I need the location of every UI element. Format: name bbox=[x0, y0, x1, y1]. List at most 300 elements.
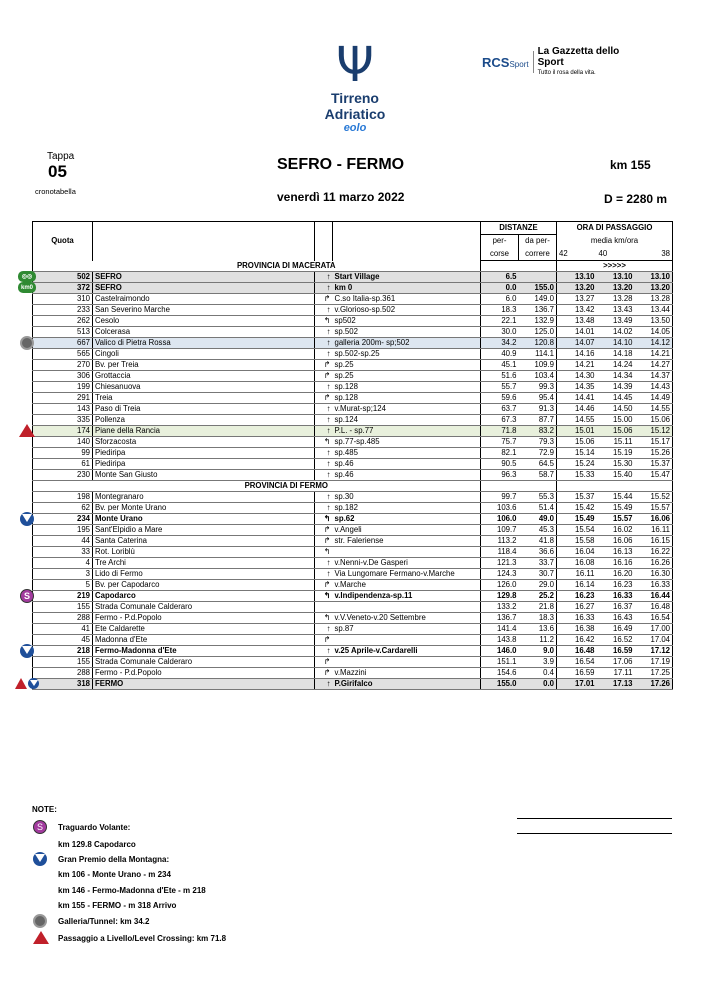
time-40-cell: 15.30 bbox=[597, 459, 635, 470]
time-40-cell: 16.20 bbox=[597, 569, 635, 580]
time-40-cell: 13.28 bbox=[597, 294, 635, 305]
km-remaining-cell: 33.7 bbox=[519, 558, 557, 569]
road-cell: Start Village bbox=[333, 272, 481, 283]
time-38-cell: 17.00 bbox=[635, 624, 673, 635]
km-done-cell: 106.0 bbox=[481, 514, 519, 525]
level-crossing-icon bbox=[18, 425, 36, 437]
km-remaining-cell: 120.8 bbox=[519, 338, 557, 349]
km-remaining-cell: 58.7 bbox=[519, 470, 557, 481]
km-remaining-cell: 36.6 bbox=[519, 547, 557, 558]
header-speed-40: 40 bbox=[597, 248, 635, 261]
direction-cell: ↑ bbox=[315, 459, 333, 470]
km-remaining-cell: 21.8 bbox=[519, 602, 557, 613]
time-42-cell: 16.42 bbox=[557, 635, 597, 646]
quota-cell: 667 bbox=[33, 338, 93, 349]
quota-cell: 310 bbox=[33, 294, 93, 305]
time-40-cell: 17.13 bbox=[597, 679, 635, 690]
location-cell: Lido di Fermo bbox=[93, 569, 315, 580]
time-42-cell: 16.27 bbox=[557, 602, 597, 613]
route-row bbox=[33, 602, 673, 613]
header-speed-38: 38 bbox=[635, 248, 673, 261]
km-done-cell: 121.3 bbox=[481, 558, 519, 569]
time-42-cell: 15.58 bbox=[557, 536, 597, 547]
time-40-cell: 15.57 bbox=[597, 514, 635, 525]
route-row bbox=[33, 294, 673, 305]
km-remaining-cell: 0.0 bbox=[519, 679, 557, 690]
road-cell: sp.124 bbox=[333, 415, 481, 426]
road-cell: P.L. - sp.77 bbox=[333, 426, 481, 437]
road-cell bbox=[333, 657, 481, 668]
location-cell: Bv. per Capodarco bbox=[93, 580, 315, 591]
km-remaining-cell: 41.8 bbox=[519, 536, 557, 547]
km-remaining-cell: 91.3 bbox=[519, 404, 557, 415]
header-distanze: DISTANZE bbox=[481, 222, 557, 235]
km-remaining-cell: 0.4 bbox=[519, 668, 557, 679]
sprint-icon: S bbox=[33, 820, 47, 834]
time-40-cell: 16.37 bbox=[597, 602, 635, 613]
time-42-cell: 16.38 bbox=[557, 624, 597, 635]
time-42-cell: 15.14 bbox=[557, 448, 597, 459]
location-cell: Valico di Pietra Rossa bbox=[93, 338, 315, 349]
route-row bbox=[33, 349, 673, 360]
route-row bbox=[33, 503, 673, 514]
route-row bbox=[33, 569, 673, 580]
location-cell: San Severino Marche bbox=[93, 305, 315, 316]
route-row bbox=[33, 272, 673, 283]
time-38-cell: 14.55 bbox=[635, 404, 673, 415]
finish-icon bbox=[18, 678, 36, 690]
road-cell: v.Indipendenza-sp.11 bbox=[333, 591, 481, 602]
direction-cell: ↑ bbox=[315, 272, 333, 283]
location-cell: Pollenza bbox=[93, 415, 315, 426]
time-40-cell: 15.06 bbox=[597, 426, 635, 437]
location-cell: Montegranaro bbox=[93, 492, 315, 503]
quota-cell: 155 bbox=[33, 657, 93, 668]
direction-cell: ↑ bbox=[315, 558, 333, 569]
km-done-cell: 40.9 bbox=[481, 349, 519, 360]
arrows-marker: >>>>> bbox=[557, 261, 673, 272]
time-40-cell: 14.18 bbox=[597, 349, 635, 360]
km-done-cell: 155.0 bbox=[481, 679, 519, 690]
km-remaining-cell: 11.2 bbox=[519, 635, 557, 646]
time-40-cell: 14.50 bbox=[597, 404, 635, 415]
time-40-cell: 15.40 bbox=[597, 470, 635, 481]
km-remaining-cell: 99.3 bbox=[519, 382, 557, 393]
route-row bbox=[33, 624, 673, 635]
header-correre-a: da per- bbox=[519, 235, 557, 248]
road-cell: sp.46 bbox=[333, 459, 481, 470]
direction-cell: ↑ bbox=[315, 415, 333, 426]
time-40-cell: 13.43 bbox=[597, 305, 635, 316]
direction-cell: ↑ bbox=[315, 503, 333, 514]
time-42-cell: 14.01 bbox=[557, 327, 597, 338]
quota-cell: 5 bbox=[33, 580, 93, 591]
road-cell: sp.485 bbox=[333, 448, 481, 459]
direction-cell: ↑ bbox=[315, 624, 333, 635]
location-cell: Cesolo bbox=[93, 316, 315, 327]
time-38-cell: 16.15 bbox=[635, 536, 673, 547]
time-38-cell: 16.11 bbox=[635, 525, 673, 536]
route-row bbox=[33, 437, 673, 448]
quota-cell: 140 bbox=[33, 437, 93, 448]
header-speed-42: 42 bbox=[557, 248, 597, 261]
km0-icon: km0 bbox=[18, 282, 36, 294]
km-remaining-cell: 149.0 bbox=[519, 294, 557, 305]
route-row bbox=[33, 415, 673, 426]
quota-cell: 219 bbox=[33, 591, 93, 602]
km-done-cell: 90.5 bbox=[481, 459, 519, 470]
time-42-cell: 14.46 bbox=[557, 404, 597, 415]
direction-cell: ↑ bbox=[315, 349, 333, 360]
province-row bbox=[33, 261, 673, 272]
quota-cell: 198 bbox=[33, 492, 93, 503]
road-cell: v.Glorioso-sp.502 bbox=[333, 305, 481, 316]
km-done-cell: 55.7 bbox=[481, 382, 519, 393]
start-village-icon: ◎◎ bbox=[18, 271, 36, 283]
location-cell: Strada Comunale Calderaro bbox=[93, 602, 315, 613]
km-remaining-cell: 95.4 bbox=[519, 393, 557, 404]
quota-cell: 262 bbox=[33, 316, 93, 327]
time-40-cell: 14.10 bbox=[597, 338, 635, 349]
road-cell: v.V.Veneto-v.20 Settembre bbox=[333, 613, 481, 624]
time-40-cell: 15.00 bbox=[597, 415, 635, 426]
gpm-icon bbox=[18, 645, 36, 657]
km-remaining-cell: 87.7 bbox=[519, 415, 557, 426]
quota-cell: 565 bbox=[33, 349, 93, 360]
quota-cell: 174 bbox=[33, 426, 93, 437]
quota-cell: 195 bbox=[33, 525, 93, 536]
direction-cell: ↑ bbox=[315, 492, 333, 503]
route-row bbox=[33, 382, 673, 393]
direction-cell: ↰ bbox=[315, 514, 333, 525]
time-40-cell: 16.33 bbox=[597, 591, 635, 602]
km-remaining-cell: 49.0 bbox=[519, 514, 557, 525]
km-done-cell: 126.0 bbox=[481, 580, 519, 591]
road-cell: sp.502 bbox=[333, 327, 481, 338]
time-42-cell: 15.49 bbox=[557, 514, 597, 525]
time-42-cell: 13.10 bbox=[557, 272, 597, 283]
km-done-cell: 141.4 bbox=[481, 624, 519, 635]
tunnel-icon bbox=[18, 337, 36, 349]
time-40-cell: 13.49 bbox=[597, 316, 635, 327]
time-42-cell: 16.54 bbox=[557, 657, 597, 668]
time-42-cell: 16.33 bbox=[557, 613, 597, 624]
direction-cell: ↑ bbox=[315, 283, 333, 294]
time-38-cell: 13.50 bbox=[635, 316, 673, 327]
route-row bbox=[33, 393, 673, 404]
km-done-cell: 6.5 bbox=[481, 272, 519, 283]
location-cell: Grottaccia bbox=[93, 371, 315, 382]
km-done-cell: 45.1 bbox=[481, 360, 519, 371]
km-done-cell: 129.8 bbox=[481, 591, 519, 602]
quota-cell: 45 bbox=[33, 635, 93, 646]
note-gpm-2: km 146 - Fermo-Madonna d'Ete - m 218 bbox=[58, 886, 206, 895]
km-done-cell: 136.7 bbox=[481, 613, 519, 624]
direction-cell: ↑ bbox=[315, 404, 333, 415]
km-done-cell: 99.7 bbox=[481, 492, 519, 503]
km-remaining-cell: 55.3 bbox=[519, 492, 557, 503]
km-done-cell: 6.0 bbox=[481, 294, 519, 305]
direction-cell: ↑ bbox=[315, 327, 333, 338]
direction-cell: ↑ bbox=[315, 382, 333, 393]
note-gpm-label: Gran Premio della Montagna: bbox=[58, 855, 170, 864]
time-38-cell: 17.19 bbox=[635, 657, 673, 668]
header-percorse-b: corse bbox=[481, 248, 519, 261]
location-cell: Piane della Rancia bbox=[93, 426, 315, 437]
note-sprint-label: Traguardo Volante: bbox=[58, 823, 131, 832]
time-40-cell: 15.44 bbox=[597, 492, 635, 503]
header-ora-passaggio: ORA DI PASSAGGIO bbox=[557, 222, 673, 235]
tirreno-adriatico-logo bbox=[300, 37, 410, 140]
km-remaining-cell: 45.3 bbox=[519, 525, 557, 536]
time-42-cell: 15.01 bbox=[557, 426, 597, 437]
time-40-cell: 13.10 bbox=[597, 272, 635, 283]
km-remaining-cell: 3.9 bbox=[519, 657, 557, 668]
time-42-cell: 13.48 bbox=[557, 316, 597, 327]
direction-cell: ↑ bbox=[315, 426, 333, 437]
road-cell: galleria 200m- sp;502 bbox=[333, 338, 481, 349]
location-cell: Rot. Loriblù bbox=[93, 547, 315, 558]
route-row bbox=[33, 679, 673, 690]
location-cell: Piediripa bbox=[93, 459, 315, 470]
quota-cell: 306 bbox=[33, 371, 93, 382]
quota-cell: 99 bbox=[33, 448, 93, 459]
time-38-cell: 14.43 bbox=[635, 382, 673, 393]
km-done-cell: 22.1 bbox=[481, 316, 519, 327]
time-38-cell: 16.48 bbox=[635, 602, 673, 613]
route-row bbox=[33, 448, 673, 459]
km-remaining-cell: 9.0 bbox=[519, 646, 557, 657]
time-38-cell: 17.25 bbox=[635, 668, 673, 679]
route-row bbox=[33, 305, 673, 316]
road-cell: sp.25 bbox=[333, 360, 481, 371]
stage-distance: km 155 bbox=[610, 158, 651, 172]
km-remaining-cell: 114.1 bbox=[519, 349, 557, 360]
time-40-cell: 17.06 bbox=[597, 657, 635, 668]
route-row bbox=[33, 371, 673, 382]
quota-cell: 199 bbox=[33, 382, 93, 393]
time-42-cell: 16.08 bbox=[557, 558, 597, 569]
km-remaining-cell: 103.4 bbox=[519, 371, 557, 382]
location-cell: Tre Archi bbox=[93, 558, 315, 569]
route-row bbox=[33, 547, 673, 558]
quota-cell: 288 bbox=[33, 613, 93, 624]
time-40-cell: 13.20 bbox=[597, 283, 635, 294]
location-cell: Madonna d'Ete bbox=[93, 635, 315, 646]
road-cell: v.Nenni-v.De Gasperi bbox=[333, 558, 481, 569]
stage-date: venerdì 11 marzo 2022 bbox=[277, 190, 405, 204]
direction-cell bbox=[315, 602, 333, 613]
gpm-icon bbox=[18, 513, 36, 525]
time-42-cell: 14.55 bbox=[557, 415, 597, 426]
km-done-cell: 146.0 bbox=[481, 646, 519, 657]
direction-cell: ↑ bbox=[315, 646, 333, 657]
time-42-cell: 16.59 bbox=[557, 668, 597, 679]
direction-cell: ↱ bbox=[315, 657, 333, 668]
location-cell: Cingoli bbox=[93, 349, 315, 360]
time-40-cell: 15.11 bbox=[597, 437, 635, 448]
time-38-cell: 15.47 bbox=[635, 470, 673, 481]
road-cell: v.Marche bbox=[333, 580, 481, 591]
time-42-cell: 16.04 bbox=[557, 547, 597, 558]
km-done-cell: 151.1 bbox=[481, 657, 519, 668]
note-gpm-3: km 155 - FERMO - m 318 Arrivo bbox=[58, 901, 177, 910]
trident-icon: Ψ bbox=[336, 37, 374, 93]
time-42-cell: 14.07 bbox=[557, 338, 597, 349]
location-cell: Sforzacosta bbox=[93, 437, 315, 448]
direction-cell: ↰ bbox=[315, 437, 333, 448]
time-38-cell: 16.26 bbox=[635, 558, 673, 569]
route-row bbox=[33, 492, 673, 503]
km-remaining-cell: 155.0 bbox=[519, 283, 557, 294]
direction-cell: ↑ bbox=[315, 338, 333, 349]
km-done-cell: 103.6 bbox=[481, 503, 519, 514]
road-cell: sp.30 bbox=[333, 492, 481, 503]
route-row bbox=[33, 657, 673, 668]
km-done-cell: 133.2 bbox=[481, 602, 519, 613]
time-38-cell: 14.21 bbox=[635, 349, 673, 360]
km-done-cell: 154.6 bbox=[481, 668, 519, 679]
time-42-cell: 17.01 bbox=[557, 679, 597, 690]
direction-cell: ↱ bbox=[315, 580, 333, 591]
road-cell: sp.128 bbox=[333, 393, 481, 404]
time-40-cell: 16.02 bbox=[597, 525, 635, 536]
quota-cell: 4 bbox=[33, 558, 93, 569]
road-cell: sp.182 bbox=[333, 503, 481, 514]
route-row bbox=[33, 426, 673, 437]
km-remaining-cell: 109.9 bbox=[519, 360, 557, 371]
km-done-cell: 96.3 bbox=[481, 470, 519, 481]
km-done-cell: 143.8 bbox=[481, 635, 519, 646]
time-40-cell: 15.19 bbox=[597, 448, 635, 459]
km-done-cell: 109.7 bbox=[481, 525, 519, 536]
time-38-cell: 14.49 bbox=[635, 393, 673, 404]
km-remaining-cell: 136.7 bbox=[519, 305, 557, 316]
km-remaining-cell: 30.7 bbox=[519, 569, 557, 580]
location-cell: SEFRO bbox=[93, 283, 315, 294]
time-40-cell: 14.02 bbox=[597, 327, 635, 338]
time-38-cell: 14.27 bbox=[635, 360, 673, 371]
quota-cell: 41 bbox=[33, 624, 93, 635]
time-40-cell: 16.52 bbox=[597, 635, 635, 646]
location-cell: Bv. per Monte Urano bbox=[93, 503, 315, 514]
time-42-cell: 14.21 bbox=[557, 360, 597, 371]
time-42-cell: 16.11 bbox=[557, 569, 597, 580]
road-cell: v.Mazzini bbox=[333, 668, 481, 679]
time-40-cell: 14.39 bbox=[597, 382, 635, 393]
quota-cell: 33 bbox=[33, 547, 93, 558]
quota-cell: 318 bbox=[33, 679, 93, 690]
location-cell: Ete Caldarette bbox=[93, 624, 315, 635]
time-38-cell: 17.04 bbox=[635, 635, 673, 646]
location-cell: Piediripa bbox=[93, 448, 315, 459]
direction-cell: ↰ bbox=[315, 591, 333, 602]
road-cell: sp.87 bbox=[333, 624, 481, 635]
stage-elevation: D = 2280 m bbox=[604, 192, 668, 206]
quota-cell: 61 bbox=[33, 459, 93, 470]
route-row bbox=[33, 646, 673, 657]
quota-cell: 288 bbox=[33, 668, 93, 679]
time-38-cell: 15.17 bbox=[635, 437, 673, 448]
quota-cell: 234 bbox=[33, 514, 93, 525]
quota-cell: 155 bbox=[33, 602, 93, 613]
location-cell: Capodarco bbox=[93, 591, 315, 602]
location-cell: Fermo - P.d.Popolo bbox=[93, 668, 315, 679]
road-cell: sp.502-sp.25 bbox=[333, 349, 481, 360]
direction-cell: ↰ bbox=[315, 316, 333, 327]
province-name: PROVINCIA DI MACERATA bbox=[93, 261, 481, 272]
km-remaining-cell: 79.3 bbox=[519, 437, 557, 448]
tappa-number: 05 bbox=[48, 162, 67, 181]
time-42-cell: 14.41 bbox=[557, 393, 597, 404]
route-row bbox=[33, 316, 673, 327]
location-cell: Monte San Giusto bbox=[93, 470, 315, 481]
road-cell: P.Girifalco bbox=[333, 679, 481, 690]
road-cell: km 0 bbox=[333, 283, 481, 294]
time-40-cell: 17.11 bbox=[597, 668, 635, 679]
time-40-cell: 15.49 bbox=[597, 503, 635, 514]
province-row bbox=[33, 481, 673, 492]
quota-cell: 372 bbox=[33, 283, 93, 294]
logo-divider bbox=[533, 51, 534, 73]
km-done-cell: 71.8 bbox=[481, 426, 519, 437]
quota-cell: 62 bbox=[33, 503, 93, 514]
time-42-cell: 14.35 bbox=[557, 382, 597, 393]
tunnel-icon bbox=[33, 914, 47, 928]
time-42-cell: 16.23 bbox=[557, 591, 597, 602]
route-row bbox=[33, 580, 673, 591]
route-row bbox=[33, 613, 673, 624]
time-38-cell: 16.22 bbox=[635, 547, 673, 558]
km-done-cell: 18.3 bbox=[481, 305, 519, 316]
stage-title: SEFRO - FERMO bbox=[277, 156, 405, 173]
location-cell: Chiesanuova bbox=[93, 382, 315, 393]
direction-cell: ↱ bbox=[315, 536, 333, 547]
route-row bbox=[33, 668, 673, 679]
route-row bbox=[33, 404, 673, 415]
sprint-icon: S bbox=[18, 590, 36, 602]
direction-cell: ↱ bbox=[315, 371, 333, 382]
direction-cell: ↑ bbox=[315, 305, 333, 316]
km-remaining-cell: 125.0 bbox=[519, 327, 557, 338]
gpm-icon bbox=[33, 852, 47, 866]
km-remaining-cell: 72.9 bbox=[519, 448, 557, 459]
location-cell: Strada Comunale Calderaro bbox=[93, 657, 315, 668]
time-42-cell: 15.06 bbox=[557, 437, 597, 448]
road-cell: v.Murat-sp;124 bbox=[333, 404, 481, 415]
time-38-cell: 17.26 bbox=[635, 679, 673, 690]
road-cell: str. Faleriense bbox=[333, 536, 481, 547]
time-42-cell: 13.20 bbox=[557, 283, 597, 294]
km-done-cell: 124.3 bbox=[481, 569, 519, 580]
km-done-cell: 118.4 bbox=[481, 547, 519, 558]
time-38-cell: 17.12 bbox=[635, 646, 673, 657]
road-cell: sp.25 bbox=[333, 371, 481, 382]
time-38-cell: 13.20 bbox=[635, 283, 673, 294]
time-38-cell: 15.06 bbox=[635, 415, 673, 426]
time-42-cell: 15.37 bbox=[557, 492, 597, 503]
direction-cell: ↱ bbox=[315, 294, 333, 305]
road-cell bbox=[333, 547, 481, 558]
km-done-cell: 59.6 bbox=[481, 393, 519, 404]
road-cell bbox=[333, 635, 481, 646]
road-cell: C.so Italia-sp.361 bbox=[333, 294, 481, 305]
km-remaining-cell: 13.6 bbox=[519, 624, 557, 635]
direction-cell: ↱ bbox=[315, 360, 333, 371]
time-40-cell: 16.23 bbox=[597, 580, 635, 591]
road-cell: v.25 Aprile-v.Cardarelli bbox=[333, 646, 481, 657]
route-row bbox=[33, 470, 673, 481]
